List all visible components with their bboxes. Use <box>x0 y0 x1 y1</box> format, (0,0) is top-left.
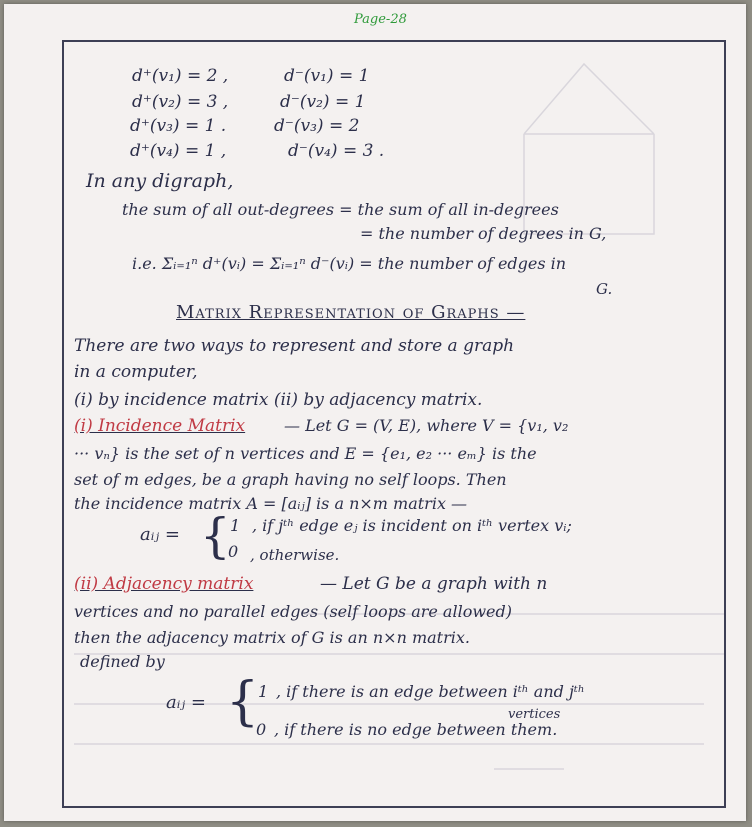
out-degree-v4: d⁺(v₄) = 1 , <box>130 141 227 161</box>
out-degree-v1: d⁺(v₁) = 2 , <box>132 66 229 86</box>
section-heading: Matrix Representation of Graphs — <box>176 302 526 323</box>
adjacency-case-2-condition: , if there is no edge between them. <box>274 720 558 739</box>
incidence-matrix-label: (i) Incidence Matrix <box>74 416 246 436</box>
incidence-line-4: the incidence matrix A = [aᵢⱼ] is a n×m matrix — <box>74 494 468 513</box>
intro-line-2: in a computer, <box>74 362 198 382</box>
adjacency-matrix-label: (ii) Adjacency matrix <box>74 574 254 594</box>
incidence-brace: { <box>200 508 231 564</box>
incidence-aij-lhs: aᵢⱼ = <box>140 524 180 545</box>
in-degree-v1: d⁻(v₁) = 1 <box>284 66 370 86</box>
out-degree-v2: d⁺(v₂) = 3 , <box>132 92 229 112</box>
incidence-case-1-value: 1 <box>230 516 241 535</box>
adjacency-line-2: vertices and no parallel edges (self loops are allowed) <box>74 602 512 621</box>
digraph-degree-line: = the number of degrees in G, <box>360 224 607 243</box>
adjacency-case-2-value: 0 <box>256 720 267 739</box>
adjacency-line-1: — Let G be a graph with n <box>320 574 548 594</box>
in-degree-v4: d⁻(v₄) = 3 . <box>288 141 385 161</box>
incidence-case-2-condition: , otherwise. <box>250 546 340 564</box>
digraph-intro: In any digraph, <box>86 170 234 192</box>
adjacency-line-3: then the adjacency matrix of G is an n×n matrix. <box>74 628 470 647</box>
incidence-line-2: ··· vₙ} is the set of n vertices and E = {e₁, e₂ ··· eₘ} is the <box>74 444 537 463</box>
degree-sum-formula: i.e. Σᵢ₌₁ⁿ d⁺(vᵢ) = Σᵢ₌₁ⁿ d⁻(vᵢ) = the number of edges in <box>132 254 567 273</box>
adjacency-line-4: defined by <box>80 652 165 671</box>
in-degree-v2: d⁻(v₂) = 1 <box>280 92 366 112</box>
in-degree-v3: d⁻(v₃) = 2 <box>274 116 360 136</box>
adjacency-case-1-value: 1 <box>258 682 269 701</box>
incidence-line-3: set of m edges, be a graph having no self loops. Then <box>74 470 507 489</box>
adjacency-aij-lhs: aᵢⱼ = <box>166 692 206 713</box>
adjacency-vertices-note: vertices <box>508 707 561 722</box>
incidence-case-2-value: 0 <box>228 542 239 561</box>
intro-line-1: There are two ways to represent and store a graph <box>74 336 515 356</box>
out-degree-v3: d⁺(v₃) = 1 . <box>130 116 227 136</box>
notebook-page <box>4 4 746 821</box>
intro-line-3: (i) by incidence matrix (ii) by adjacency matrix. <box>74 390 483 410</box>
formula-graph-symbol: G. <box>596 280 613 298</box>
adjacency-brace: { <box>226 672 260 732</box>
digraph-sum-line: the sum of all out-degrees = the sum of all in-degrees <box>122 200 559 219</box>
incidence-line-1: — Let G = (V, E), where V = {v₁, v₂ <box>284 416 569 435</box>
page-number: Page-28 <box>354 12 407 27</box>
adjacency-case-1-condition: , if there is an edge between iᵗʰ and jᵗʰ <box>276 682 585 701</box>
incidence-case-1-condition: , if jᵗʰ edge eⱼ is incident on iᵗʰ vertex vᵢ; <box>252 516 572 535</box>
